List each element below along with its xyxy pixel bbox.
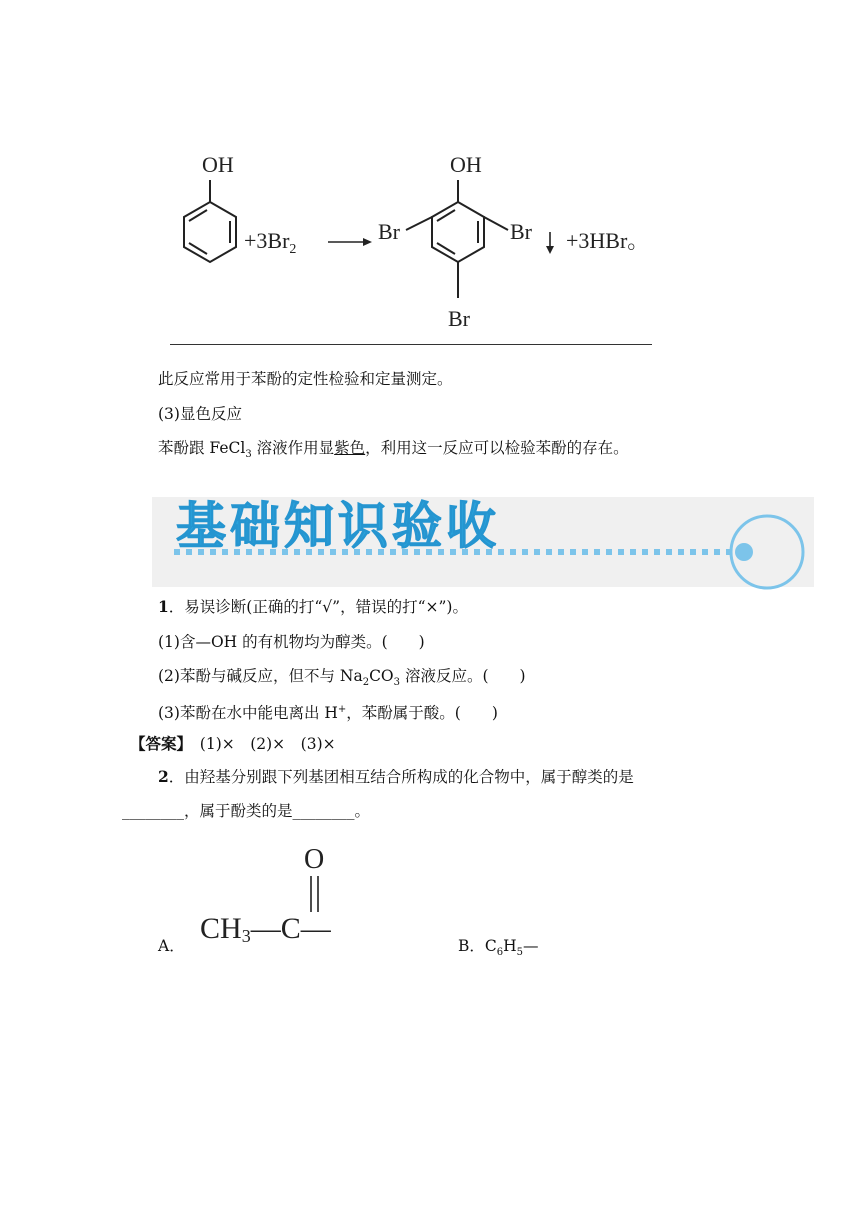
br-left-label: Br [378,219,400,244]
product-tail-text: +3HBr。 [566,228,650,253]
reagent-text: $+3Br_2$ [244,228,297,257]
option-b: B．$C_6H_5—$ [458,937,539,959]
phenol-oh-label: OH [202,152,234,177]
answer-label: 【答案】 [130,734,185,753]
paragraph-usage: 此反应常用于苯酚的定性检验和定量测定。 [158,370,453,388]
precipitate-arrow-icon [546,232,554,254]
banner-decoration [152,510,814,590]
reaction-arrow [328,238,372,246]
product-benzene-ring [406,180,508,298]
reaction-equation-figure [160,140,700,340]
q2-stem: 2．由羟基分别跟下列基团相互结合所构成的化合物中，属于醇类的是 [158,767,634,786]
banner-dot-icon [735,543,753,561]
section-3-title: (3)显色反应 [158,405,242,423]
q1-item-1: (1)含—OH 的有机物均为醇类。( ) [158,633,425,651]
q1-answer: 【答案】 (1)× (2)× (3)× [130,734,336,753]
option-a-label: A． [158,937,185,955]
purple-underlined-text: 紫色 [334,439,366,457]
br-bottom-label: Br [448,306,470,331]
paragraph-color-reaction: 苯酚跟 FeCl$_3$ 溶液作用显紫色，利用这一反应可以检验苯酚的存在。 [158,439,629,461]
br-right-label: Br [510,219,532,244]
section-divider [170,344,652,345]
banner-title: 基础知识验收 [176,497,500,555]
phenol-benzene-ring [184,180,236,262]
q1-item-2: (2)苯酚与碱反应，但不与 $Na_2CO_3$ 溶液反应。( ) [158,667,526,689]
option-a-oxygen: O [304,844,325,875]
q1-stem: 1．易误诊断(正确的打“√”，错误的打“×”)。 [158,597,468,616]
product-oh-label: OH [450,152,482,177]
option-a-ch3: CH3—C— [200,912,331,946]
option-a-structure [196,840,376,950]
q2-stem-line2: ________，属于酚类的是________。 [122,802,371,820]
q1-item-3: (3)苯酚在水中能电离出 H+，苯酚属于酸。( ) [158,704,498,723]
